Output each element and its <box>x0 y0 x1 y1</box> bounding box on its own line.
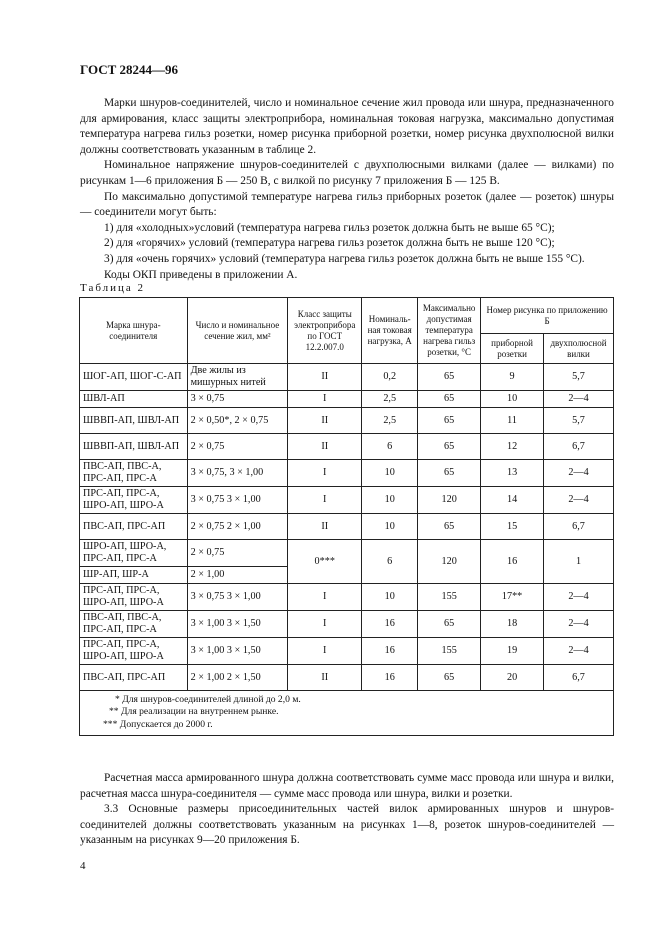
cell-mark: ШВЛ-АП <box>80 391 188 408</box>
table-row <box>80 391 614 408</box>
cell-plug: 2—4 <box>544 611 614 638</box>
paragraph: Номинальное напряжение шнуров-соединителей с двухполюсными вилками (далее — вилками) по рисункам 1—6 приложения Б — 250 В, с вилкой по рисунку 7 приложения Б — 125 В. <box>80 159 614 187</box>
list-item: 3) для «очень горячих» условий (температура нагрева гильз розеток должна быть не выше 155 °С). <box>104 252 585 265</box>
footnote: *** Допускается до 2000 г. <box>103 718 213 730</box>
cell-cores: 2 × 1,00 2 × 1,50 <box>187 665 288 691</box>
cell-plug: 1 <box>544 540 614 584</box>
cell-plug: 2—4 <box>544 584 614 611</box>
cell-current: 6 <box>362 540 418 584</box>
cell-plug: 2—4 <box>544 487 614 514</box>
cell-mark: ШРО-АП, ШРО-А, ПРС-АП, ПРС-А <box>80 540 188 567</box>
cell-plug: 2—4 <box>544 460 614 487</box>
cell-mark: ПРС-АП, ПРС-А, ШРО-АП, ШРО-А <box>80 638 188 665</box>
cell-cores: 3 × 0,75, 3 × 1,00 <box>187 460 288 487</box>
cell-temp: 65 <box>418 408 481 434</box>
col-header-cores: Число и номинальное сечение жил, мм² <box>187 298 288 364</box>
table-row <box>80 487 614 514</box>
paragraph: Коды ОКП приведены в приложении А. <box>104 268 298 281</box>
footnote: * Для шнуров-соединителей длиной до 2,0 м. <box>115 694 301 705</box>
cell-socket: 14 <box>481 487 544 514</box>
cell-current: 10 <box>362 460 418 487</box>
footnote: ** Для реализации на внутреннем рынке. <box>109 706 279 718</box>
col-header-plug: двухполюсной вилки <box>544 334 614 364</box>
table-row <box>80 460 614 487</box>
cell-mark: ПВС-АП, ПВС-А, ПРС-АП, ПРС-А <box>80 460 188 487</box>
cell-mark: ШОГ-АП, ШОГ-С-АП <box>80 364 188 391</box>
col-header-class: Класс защиты электроприбора по ГОСТ 12.2.007.0 <box>288 298 362 364</box>
table-row <box>80 638 614 665</box>
cell-cores: 3 × 0,75 3 × 1,00 <box>187 584 288 611</box>
cell-current: 16 <box>362 665 418 691</box>
cell-mark: ПВС-АП, ПРС-АП <box>80 665 188 691</box>
cell-socket: 10 <box>481 391 544 408</box>
cell-current: 0,2 <box>362 364 418 391</box>
list-item: 2) для «горячих» условий (температура нагрева гильз розеток должна быть не выше 120 °С); <box>104 237 555 250</box>
cell-temp: 65 <box>418 665 481 691</box>
cell-cores: 3 × 0,75 3 × 1,00 <box>187 487 288 514</box>
paragraph: По максимально допустимой температуре нагрева гильз приборных розеток (далее — розеток) шнуры — соединители могут быть: <box>80 190 614 219</box>
cell-socket: 16 <box>481 540 544 584</box>
table-row <box>80 611 614 638</box>
cell-socket: 13 <box>481 460 544 487</box>
cell-cores: 2 × 0,75 <box>187 434 288 460</box>
table-caption: Таблица 2 <box>80 282 146 294</box>
cell-class: II <box>288 514 362 540</box>
cell-class: I <box>288 487 362 514</box>
cell-current: 16 <box>362 611 418 638</box>
cell-cores: 3 × 1,00 3 × 1,50 <box>187 611 288 638</box>
paragraph: Марки шнуров-соединителей, число и номинальное сечение жил провода или шнура, предназначенного для армирования, класс защиты электроприбора, номинальная токовая нагрузка, максимально допустимая температура нагрева гильз розетки, номер рисунка приборной розетки, номер рисунка двухполюсной вилки должны соответствовать указанным в таблице 2. <box>80 97 614 156</box>
cell-current: 10 <box>362 584 418 611</box>
cell-current: 16 <box>362 638 418 665</box>
table-footnotes <box>80 691 614 736</box>
footnotes-row <box>80 691 614 736</box>
cell-socket: 12 <box>481 434 544 460</box>
cell-current: 10 <box>362 514 418 540</box>
cell-socket: 9 <box>481 364 544 391</box>
cell-cores: 3 × 0,75 <box>187 391 288 408</box>
table-row <box>80 540 614 567</box>
cell-current: 10 <box>362 487 418 514</box>
cell-socket: 11 <box>481 408 544 434</box>
col-header-socket: приборной розетки <box>481 334 544 364</box>
cell-temp: 120 <box>418 540 481 584</box>
cell-socket: 20 <box>481 665 544 691</box>
cell-class: II <box>288 364 362 391</box>
cell-cores: Две жилы из мишурных нитей <box>187 364 288 391</box>
cell-cores: 2 × 1,00 <box>187 567 288 584</box>
cell-class: I <box>288 611 362 638</box>
paragraph: 3.3 Основные размеры присоединительных частей вилок армированных шнуров и шнуров-соединителей должны соответствовать указанным на рисунках 1—8, розеток шнуров-соединителей — указанным на рисунках 9—20 приложения Б. <box>80 803 614 847</box>
cell-temp: 155 <box>418 638 481 665</box>
table-row <box>80 408 614 434</box>
page-number: 4 <box>80 860 86 872</box>
cell-plug: 2—4 <box>544 638 614 665</box>
cell-mark: ПВС-АП, ПРС-АП <box>80 514 188 540</box>
cell-current: 6 <box>362 434 418 460</box>
table-row <box>80 584 614 611</box>
cell-cores: 2 × 0,75 2 × 1,00 <box>187 514 288 540</box>
cell-socket: 17** <box>481 584 544 611</box>
cell-plug: 5,7 <box>544 408 614 434</box>
cell-class: 0*** <box>288 540 362 584</box>
cell-cores: 3 × 1,00 3 × 1,50 <box>187 638 288 665</box>
cell-current: 2,5 <box>362 408 418 434</box>
cell-socket: 18 <box>481 611 544 638</box>
list-item: 1) для «холодных»условий (температура нагрева гильз розеток должна быть не выше 65 °С); <box>104 221 555 234</box>
cell-plug: 6,7 <box>544 665 614 691</box>
table-row <box>80 514 614 540</box>
paragraph: Расчетная масса армированного шнура должна соответствовать сумме масс провода или шнура и вилки, расчетная масса шнура-соединителя — сумме масс провода или шнура, вилки и розетки. <box>80 772 614 800</box>
cell-mark: ШВВП-АП, ШВЛ-АП <box>80 434 188 460</box>
cell-current: 2,5 <box>362 391 418 408</box>
cell-mark: ПРС-АП, ПРС-А, ШРО-АП, ШРО-А <box>80 487 188 514</box>
cell-temp: 120 <box>418 487 481 514</box>
cell-temp: 65 <box>418 611 481 638</box>
cell-plug: 2—4 <box>544 391 614 408</box>
cell-plug: 6,7 <box>544 434 614 460</box>
table-row <box>80 665 614 691</box>
cell-class: I <box>288 638 362 665</box>
cell-mark: ШР-АП, ШР-А <box>80 567 188 584</box>
specification-table <box>79 297 614 736</box>
cell-socket: 15 <box>481 514 544 540</box>
cell-cores: 2 × 0,50*, 2 × 0,75 <box>187 408 288 434</box>
cell-mark: ПРС-АП, ПРС-А, ШРО-АП, ШРО-А <box>80 584 188 611</box>
cell-plug: 5,7 <box>544 364 614 391</box>
cell-mark: ШВВП-АП, ШВЛ-АП <box>80 408 188 434</box>
cell-class: I <box>288 460 362 487</box>
intro-text <box>80 96 614 283</box>
closing-text <box>80 771 614 849</box>
cell-class: II <box>288 434 362 460</box>
cell-plug: 6,7 <box>544 514 614 540</box>
cell-temp: 65 <box>418 460 481 487</box>
table-row <box>80 434 614 460</box>
cell-socket: 19 <box>481 638 544 665</box>
col-header-temp: Максимально допустимая температура нагрева гильз розетки, °С <box>418 298 481 364</box>
cell-temp: 65 <box>418 514 481 540</box>
cell-class: I <box>288 391 362 408</box>
cell-temp: 65 <box>418 364 481 391</box>
col-header-mark: Марка шнура-соединителя <box>80 298 188 364</box>
cell-cores: 2 × 0,75 <box>187 540 288 567</box>
cell-mark: ПВС-АП, ПВС-А, ПРС-АП, ПРС-А <box>80 611 188 638</box>
col-header-current: Номиналь-ная токовая нагрузка, А <box>362 298 418 364</box>
cell-class: II <box>288 665 362 691</box>
cell-temp: 65 <box>418 434 481 460</box>
cell-class: I <box>288 584 362 611</box>
cell-temp: 155 <box>418 584 481 611</box>
cell-temp: 65 <box>418 391 481 408</box>
table-row <box>80 364 614 391</box>
cell-class: II <box>288 408 362 434</box>
document-header: ГОСТ 28244—96 <box>80 62 179 77</box>
col-header-figure: Номер рисунка по приложению Б <box>481 298 614 334</box>
